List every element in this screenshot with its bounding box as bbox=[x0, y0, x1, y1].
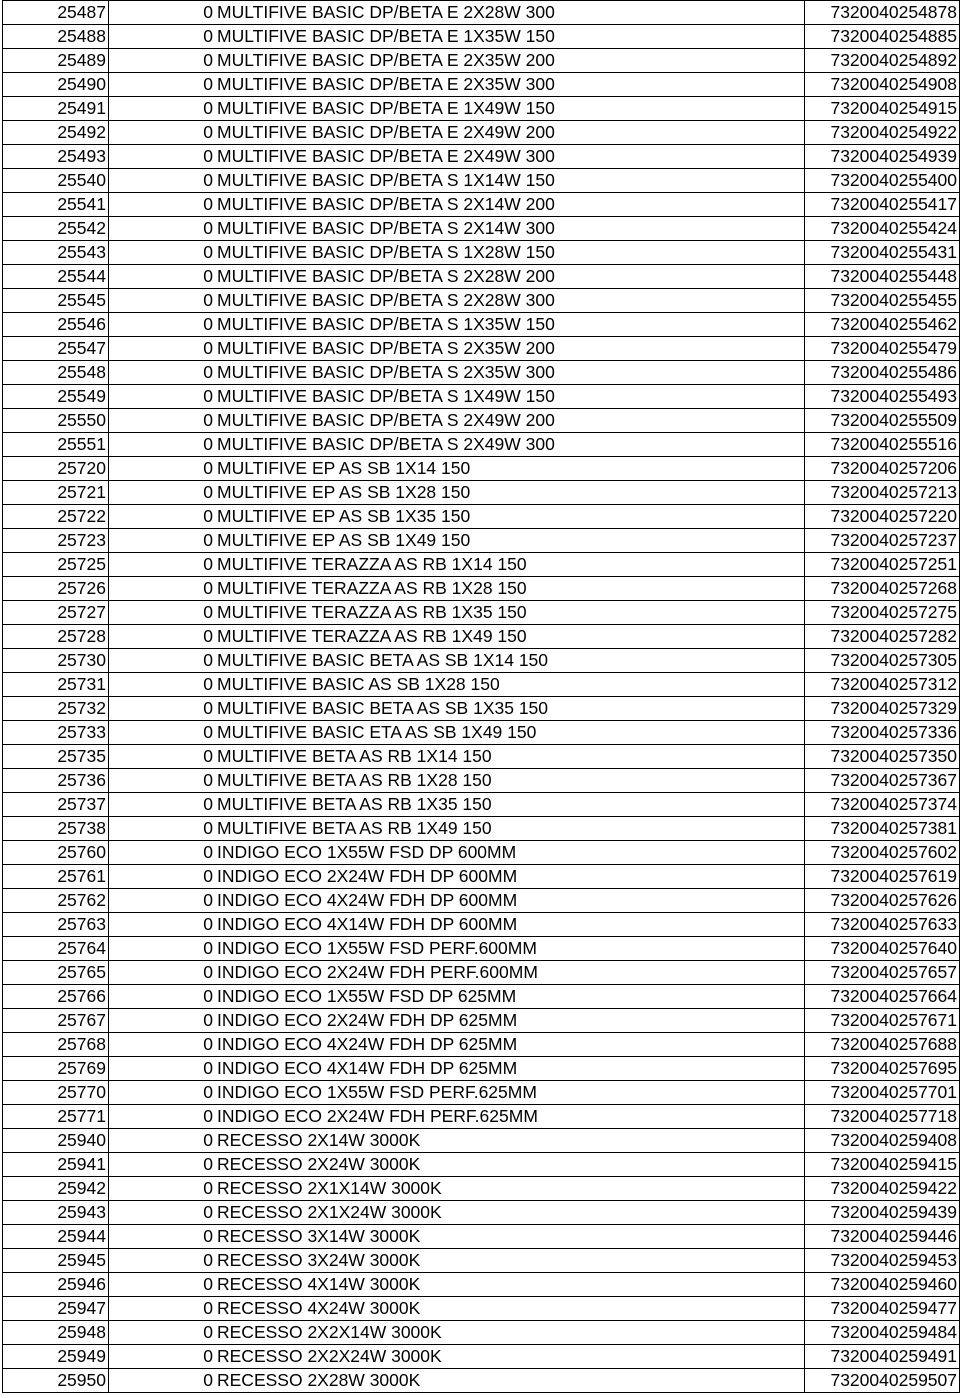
quantity-cell: 0 bbox=[109, 457, 216, 481]
quantity-cell: 0 bbox=[109, 1057, 216, 1081]
ean-code-cell: 7320040257688 bbox=[805, 1033, 960, 1057]
table-row bbox=[3, 1321, 960, 1345]
product-table-body bbox=[3, 1, 960, 1393]
quantity-cell: 0 bbox=[109, 73, 216, 97]
table-row bbox=[3, 1033, 960, 1057]
table-row bbox=[3, 337, 960, 361]
article-number-cell: 25489 bbox=[3, 49, 109, 73]
table-row bbox=[3, 505, 960, 529]
quantity-cell: 0 bbox=[109, 985, 216, 1009]
description-cell: MULTIFIVE BASIC ETA AS SB 1X49 150 bbox=[215, 721, 805, 745]
table-row bbox=[3, 601, 960, 625]
quantity-cell: 0 bbox=[109, 889, 216, 913]
description-cell: MULTIFIVE BASIC DP/BETA S 2X28W 300 bbox=[215, 289, 805, 313]
description-cell: MULTIFIVE BASIC DP/BETA S 2X35W 300 bbox=[215, 361, 805, 385]
ean-code-cell: 7320040257220 bbox=[805, 505, 960, 529]
ean-code-cell: 7320040255431 bbox=[805, 241, 960, 265]
table-row bbox=[3, 385, 960, 409]
ean-code-cell: 7320040257374 bbox=[805, 793, 960, 817]
ean-code-cell: 7320040255516 bbox=[805, 433, 960, 457]
ean-code-cell: 7320040254908 bbox=[805, 73, 960, 97]
ean-code-cell: 7320040259422 bbox=[805, 1177, 960, 1201]
table-row bbox=[3, 193, 960, 217]
table-row bbox=[3, 313, 960, 337]
table-row bbox=[3, 745, 960, 769]
quantity-cell: 0 bbox=[109, 1369, 216, 1393]
table-row bbox=[3, 889, 960, 913]
ean-code-cell: 7320040257633 bbox=[805, 913, 960, 937]
description-cell: RECESSO 2X1X24W 3000K bbox=[215, 1201, 805, 1225]
quantity-cell: 0 bbox=[109, 721, 216, 745]
description-cell: MULTIFIVE BASIC DP/BETA S 2X14W 300 bbox=[215, 217, 805, 241]
ean-code-cell: 7320040255486 bbox=[805, 361, 960, 385]
description-cell: MULTIFIVE BASIC DP/BETA E 1X35W 150 bbox=[215, 25, 805, 49]
description-cell: INDIGO ECO 2X24W FDH DP 600MM bbox=[215, 865, 805, 889]
ean-code-cell: 7320040259446 bbox=[805, 1225, 960, 1249]
description-cell: MULTIFIVE BASIC DP/BETA S 2X35W 200 bbox=[215, 337, 805, 361]
article-number-cell: 25493 bbox=[3, 145, 109, 169]
ean-code-cell: 7320040259453 bbox=[805, 1249, 960, 1273]
description-cell: RECESSO 3X24W 3000K bbox=[215, 1249, 805, 1273]
quantity-cell: 0 bbox=[109, 553, 216, 577]
quantity-cell: 0 bbox=[109, 289, 216, 313]
ean-code-cell: 7320040257671 bbox=[805, 1009, 960, 1033]
table-row bbox=[3, 673, 960, 697]
description-cell: INDIGO ECO 4X14W FDH DP 625MM bbox=[215, 1057, 805, 1081]
quantity-cell: 0 bbox=[109, 793, 216, 817]
table-row bbox=[3, 217, 960, 241]
description-cell: INDIGO ECO 1X55W FSD PERF.600MM bbox=[215, 937, 805, 961]
article-number-cell: 25722 bbox=[3, 505, 109, 529]
quantity-cell: 0 bbox=[109, 169, 216, 193]
description-cell: INDIGO ECO 2X24W FDH PERF.625MM bbox=[215, 1105, 805, 1129]
quantity-cell: 0 bbox=[109, 937, 216, 961]
ean-code-cell: 7320040257619 bbox=[805, 865, 960, 889]
table-row bbox=[3, 697, 960, 721]
description-cell: INDIGO ECO 1X55W FSD DP 600MM bbox=[215, 841, 805, 865]
table-row bbox=[3, 361, 960, 385]
table-row bbox=[3, 1201, 960, 1225]
quantity-cell: 0 bbox=[109, 481, 216, 505]
ean-code-cell: 7320040259477 bbox=[805, 1297, 960, 1321]
article-number-cell: 25550 bbox=[3, 409, 109, 433]
description-cell: MULTIFIVE BASIC DP/BETA S 1X35W 150 bbox=[215, 313, 805, 337]
article-number-cell: 25542 bbox=[3, 217, 109, 241]
product-sheet bbox=[2, 0, 960, 1393]
ean-code-cell: 7320040255493 bbox=[805, 385, 960, 409]
table-row bbox=[3, 145, 960, 169]
article-number-cell: 25490 bbox=[3, 73, 109, 97]
ean-code-cell: 7320040255462 bbox=[805, 313, 960, 337]
article-number-cell: 25768 bbox=[3, 1033, 109, 1057]
article-number-cell: 25541 bbox=[3, 193, 109, 217]
article-number-cell: 25948 bbox=[3, 1321, 109, 1345]
description-cell: MULTIFIVE BASIC BETA AS SB 1X14 150 bbox=[215, 649, 805, 673]
ean-code-cell: 7320040255417 bbox=[805, 193, 960, 217]
article-number-cell: 25551 bbox=[3, 433, 109, 457]
ean-code-cell: 7320040257268 bbox=[805, 577, 960, 601]
ean-code-cell: 7320040257237 bbox=[805, 529, 960, 553]
description-cell: MULTIFIVE BASIC DP/BETA E 2X49W 300 bbox=[215, 145, 805, 169]
description-cell: INDIGO ECO 2X24W FDH PERF.600MM bbox=[215, 961, 805, 985]
ean-code-cell: 7320040259408 bbox=[805, 1129, 960, 1153]
quantity-cell: 0 bbox=[109, 1345, 216, 1369]
quantity-cell: 0 bbox=[109, 1105, 216, 1129]
ean-code-cell: 7320040254915 bbox=[805, 97, 960, 121]
description-cell: MULTIFIVE BASIC DP/BETA S 2X28W 200 bbox=[215, 265, 805, 289]
quantity-cell: 0 bbox=[109, 1129, 216, 1153]
description-cell: INDIGO ECO 1X55W FSD PERF.625MM bbox=[215, 1081, 805, 1105]
table-row bbox=[3, 121, 960, 145]
article-number-cell: 25945 bbox=[3, 1249, 109, 1273]
ean-code-cell: 7320040255424 bbox=[805, 217, 960, 241]
table-row bbox=[3, 1297, 960, 1321]
quantity-cell: 0 bbox=[109, 961, 216, 985]
product-table bbox=[2, 0, 960, 1393]
description-cell: MULTIFIVE BASIC DP/BETA E 2X49W 200 bbox=[215, 121, 805, 145]
table-row bbox=[3, 1177, 960, 1201]
table-row bbox=[3, 1153, 960, 1177]
table-row bbox=[3, 1345, 960, 1369]
table-row bbox=[3, 553, 960, 577]
description-cell: RECESSO 2X28W 3000K bbox=[215, 1369, 805, 1393]
table-row bbox=[3, 1369, 960, 1393]
table-row bbox=[3, 1057, 960, 1081]
article-number-cell: 25737 bbox=[3, 793, 109, 817]
table-row bbox=[3, 793, 960, 817]
description-cell: RECESSO 4X14W 3000K bbox=[215, 1273, 805, 1297]
description-cell: MULTIFIVE BASIC AS SB 1X28 150 bbox=[215, 673, 805, 697]
ean-code-cell: 7320040254885 bbox=[805, 25, 960, 49]
description-cell: MULTIFIVE BASIC DP/BETA S 2X49W 300 bbox=[215, 433, 805, 457]
quantity-cell: 0 bbox=[109, 697, 216, 721]
article-number-cell: 25549 bbox=[3, 385, 109, 409]
table-row bbox=[3, 817, 960, 841]
description-cell: MULTIFIVE BASIC DP/BETA E 2X35W 200 bbox=[215, 49, 805, 73]
table-row bbox=[3, 1009, 960, 1033]
article-number-cell: 25723 bbox=[3, 529, 109, 553]
table-row bbox=[3, 769, 960, 793]
ean-code-cell: 7320040257251 bbox=[805, 553, 960, 577]
quantity-cell: 0 bbox=[109, 313, 216, 337]
quantity-cell: 0 bbox=[109, 769, 216, 793]
description-cell: MULTIFIVE BASIC DP/BETA S 1X14W 150 bbox=[215, 169, 805, 193]
description-cell: MULTIFIVE EP AS SB 1X28 150 bbox=[215, 481, 805, 505]
table-row bbox=[3, 1249, 960, 1273]
description-cell: MULTIFIVE BASIC DP/BETA S 2X49W 200 bbox=[215, 409, 805, 433]
article-number-cell: 25949 bbox=[3, 1345, 109, 1369]
article-number-cell: 25487 bbox=[3, 1, 109, 25]
ean-code-cell: 7320040259439 bbox=[805, 1201, 960, 1225]
table-row bbox=[3, 1129, 960, 1153]
table-row bbox=[3, 49, 960, 73]
ean-code-cell: 7320040254892 bbox=[805, 49, 960, 73]
article-number-cell: 25732 bbox=[3, 697, 109, 721]
table-row bbox=[3, 73, 960, 97]
description-cell: RECESSO 2X24W 3000K bbox=[215, 1153, 805, 1177]
ean-code-cell: 7320040257695 bbox=[805, 1057, 960, 1081]
quantity-cell: 0 bbox=[109, 529, 216, 553]
table-row bbox=[3, 1273, 960, 1297]
table-row bbox=[3, 481, 960, 505]
quantity-cell: 0 bbox=[109, 1033, 216, 1057]
ean-code-cell: 7320040257367 bbox=[805, 769, 960, 793]
ean-code-cell: 7320040259460 bbox=[805, 1273, 960, 1297]
description-cell: RECESSO 2X2X14W 3000K bbox=[215, 1321, 805, 1345]
quantity-cell: 0 bbox=[109, 145, 216, 169]
article-number-cell: 25548 bbox=[3, 361, 109, 385]
article-number-cell: 25771 bbox=[3, 1105, 109, 1129]
article-number-cell: 25492 bbox=[3, 121, 109, 145]
ean-code-cell: 7320040259484 bbox=[805, 1321, 960, 1345]
description-cell: RECESSO 2X1X14W 3000K bbox=[215, 1177, 805, 1201]
description-cell: RECESSO 4X24W 3000K bbox=[215, 1297, 805, 1321]
table-row bbox=[3, 1, 960, 25]
quantity-cell: 0 bbox=[109, 625, 216, 649]
quantity-cell: 0 bbox=[109, 865, 216, 889]
quantity-cell: 0 bbox=[109, 577, 216, 601]
description-cell: MULTIFIVE BETA AS RB 1X35 150 bbox=[215, 793, 805, 817]
table-row bbox=[3, 865, 960, 889]
quantity-cell: 0 bbox=[109, 49, 216, 73]
article-number-cell: 25941 bbox=[3, 1153, 109, 1177]
description-cell: RECESSO 3X14W 3000K bbox=[215, 1225, 805, 1249]
ean-code-cell: 7320040257305 bbox=[805, 649, 960, 673]
article-number-cell: 25540 bbox=[3, 169, 109, 193]
table-row bbox=[3, 1081, 960, 1105]
article-number-cell: 25725 bbox=[3, 553, 109, 577]
description-cell: MULTIFIVE BETA AS RB 1X14 150 bbox=[215, 745, 805, 769]
ean-code-cell: 7320040254939 bbox=[805, 145, 960, 169]
description-cell: MULTIFIVE TERAZZA AS RB 1X14 150 bbox=[215, 553, 805, 577]
article-number-cell: 25731 bbox=[3, 673, 109, 697]
quantity-cell: 0 bbox=[109, 601, 216, 625]
quantity-cell: 0 bbox=[109, 121, 216, 145]
table-row bbox=[3, 1225, 960, 1249]
ean-code-cell: 7320040254922 bbox=[805, 121, 960, 145]
description-cell: MULTIFIVE BASIC DP/BETA S 1X28W 150 bbox=[215, 241, 805, 265]
table-row bbox=[3, 409, 960, 433]
table-row bbox=[3, 913, 960, 937]
ean-code-cell: 7320040255448 bbox=[805, 265, 960, 289]
ean-code-cell: 7320040257350 bbox=[805, 745, 960, 769]
article-number-cell: 25544 bbox=[3, 265, 109, 289]
quantity-cell: 0 bbox=[109, 385, 216, 409]
article-number-cell: 25763 bbox=[3, 913, 109, 937]
article-number-cell: 25727 bbox=[3, 601, 109, 625]
article-number-cell: 25765 bbox=[3, 961, 109, 985]
article-number-cell: 25947 bbox=[3, 1297, 109, 1321]
description-cell: MULTIFIVE TERAZZA AS RB 1X49 150 bbox=[215, 625, 805, 649]
description-cell: INDIGO ECO 4X24W FDH DP 600MM bbox=[215, 889, 805, 913]
table-row bbox=[3, 721, 960, 745]
ean-code-cell: 7320040259491 bbox=[805, 1345, 960, 1369]
article-number-cell: 25736 bbox=[3, 769, 109, 793]
description-cell: MULTIFIVE TERAZZA AS RB 1X35 150 bbox=[215, 601, 805, 625]
ean-code-cell: 7320040257718 bbox=[805, 1105, 960, 1129]
ean-code-cell: 7320040257626 bbox=[805, 889, 960, 913]
article-number-cell: 25760 bbox=[3, 841, 109, 865]
ean-code-cell: 7320040257657 bbox=[805, 961, 960, 985]
table-row bbox=[3, 433, 960, 457]
article-number-cell: 25546 bbox=[3, 313, 109, 337]
article-number-cell: 25944 bbox=[3, 1225, 109, 1249]
article-number-cell: 25943 bbox=[3, 1201, 109, 1225]
ean-code-cell: 7320040257664 bbox=[805, 985, 960, 1009]
description-cell: MULTIFIVE BETA AS RB 1X49 150 bbox=[215, 817, 805, 841]
article-number-cell: 25940 bbox=[3, 1129, 109, 1153]
description-cell: MULTIFIVE BASIC DP/BETA E 1X49W 150 bbox=[215, 97, 805, 121]
quantity-cell: 0 bbox=[109, 1273, 216, 1297]
article-number-cell: 25942 bbox=[3, 1177, 109, 1201]
article-number-cell: 25766 bbox=[3, 985, 109, 1009]
description-cell: MULTIFIVE EP AS SB 1X35 150 bbox=[215, 505, 805, 529]
article-number-cell: 25769 bbox=[3, 1057, 109, 1081]
article-number-cell: 25738 bbox=[3, 817, 109, 841]
quantity-cell: 0 bbox=[109, 193, 216, 217]
quantity-cell: 0 bbox=[109, 241, 216, 265]
ean-code-cell: 7320040259507 bbox=[805, 1369, 960, 1393]
article-number-cell: 25728 bbox=[3, 625, 109, 649]
article-number-cell: 25543 bbox=[3, 241, 109, 265]
description-cell: MULTIFIVE BETA AS RB 1X28 150 bbox=[215, 769, 805, 793]
description-cell: RECESSO 2X14W 3000K bbox=[215, 1129, 805, 1153]
description-cell: MULTIFIVE BASIC BETA AS SB 1X35 150 bbox=[215, 697, 805, 721]
ean-code-cell: 7320040257213 bbox=[805, 481, 960, 505]
quantity-cell: 0 bbox=[109, 1225, 216, 1249]
table-row bbox=[3, 1105, 960, 1129]
article-number-cell: 25761 bbox=[3, 865, 109, 889]
quantity-cell: 0 bbox=[109, 1081, 216, 1105]
quantity-cell: 0 bbox=[109, 1297, 216, 1321]
table-row bbox=[3, 97, 960, 121]
ean-code-cell: 7320040255509 bbox=[805, 409, 960, 433]
table-row bbox=[3, 577, 960, 601]
quantity-cell: 0 bbox=[109, 913, 216, 937]
ean-code-cell: 7320040257381 bbox=[805, 817, 960, 841]
description-cell: MULTIFIVE BASIC DP/BETA S 1X49W 150 bbox=[215, 385, 805, 409]
article-number-cell: 25735 bbox=[3, 745, 109, 769]
article-number-cell: 25491 bbox=[3, 97, 109, 121]
article-number-cell: 25545 bbox=[3, 289, 109, 313]
quantity-cell: 0 bbox=[109, 673, 216, 697]
article-number-cell: 25764 bbox=[3, 937, 109, 961]
quantity-cell: 0 bbox=[109, 25, 216, 49]
table-row bbox=[3, 289, 960, 313]
table-row bbox=[3, 265, 960, 289]
ean-code-cell: 7320040255479 bbox=[805, 337, 960, 361]
description-cell: INDIGO ECO 4X24W FDH DP 625MM bbox=[215, 1033, 805, 1057]
quantity-cell: 0 bbox=[109, 433, 216, 457]
article-number-cell: 25950 bbox=[3, 1369, 109, 1393]
table-row bbox=[3, 841, 960, 865]
description-cell: MULTIFIVE EP AS SB 1X14 150 bbox=[215, 457, 805, 481]
ean-code-cell: 7320040257336 bbox=[805, 721, 960, 745]
quantity-cell: 0 bbox=[109, 1153, 216, 1177]
ean-code-cell: 7320040254878 bbox=[805, 1, 960, 25]
ean-code-cell: 7320040257275 bbox=[805, 601, 960, 625]
article-number-cell: 25762 bbox=[3, 889, 109, 913]
ean-code-cell: 7320040257640 bbox=[805, 937, 960, 961]
ean-code-cell: 7320040255455 bbox=[805, 289, 960, 313]
table-row bbox=[3, 961, 960, 985]
quantity-cell: 0 bbox=[109, 1321, 216, 1345]
quantity-cell: 0 bbox=[109, 1, 216, 25]
quantity-cell: 0 bbox=[109, 1009, 216, 1033]
ean-code-cell: 7320040257701 bbox=[805, 1081, 960, 1105]
description-cell: INDIGO ECO 4X14W FDH DP 600MM bbox=[215, 913, 805, 937]
description-cell: MULTIFIVE BASIC DP/BETA E 2X28W 300 bbox=[215, 1, 805, 25]
article-number-cell: 25730 bbox=[3, 649, 109, 673]
ean-code-cell: 7320040259415 bbox=[805, 1153, 960, 1177]
table-row bbox=[3, 169, 960, 193]
article-number-cell: 25720 bbox=[3, 457, 109, 481]
ean-code-cell: 7320040257282 bbox=[805, 625, 960, 649]
ean-code-cell: 7320040257329 bbox=[805, 697, 960, 721]
article-number-cell: 25733 bbox=[3, 721, 109, 745]
quantity-cell: 0 bbox=[109, 1201, 216, 1225]
quantity-cell: 0 bbox=[109, 337, 216, 361]
article-number-cell: 25767 bbox=[3, 1009, 109, 1033]
description-cell: RECESSO 2X2X24W 3000K bbox=[215, 1345, 805, 1369]
quantity-cell: 0 bbox=[109, 505, 216, 529]
article-number-cell: 25721 bbox=[3, 481, 109, 505]
description-cell: MULTIFIVE BASIC DP/BETA E 2X35W 300 bbox=[215, 73, 805, 97]
table-row bbox=[3, 625, 960, 649]
ean-code-cell: 7320040257206 bbox=[805, 457, 960, 481]
quantity-cell: 0 bbox=[109, 1249, 216, 1273]
table-row bbox=[3, 985, 960, 1009]
description-cell: INDIGO ECO 1X55W FSD DP 625MM bbox=[215, 985, 805, 1009]
table-row bbox=[3, 649, 960, 673]
article-number-cell: 25946 bbox=[3, 1273, 109, 1297]
quantity-cell: 0 bbox=[109, 97, 216, 121]
quantity-cell: 0 bbox=[109, 841, 216, 865]
article-number-cell: 25488 bbox=[3, 25, 109, 49]
quantity-cell: 0 bbox=[109, 649, 216, 673]
quantity-cell: 0 bbox=[109, 265, 216, 289]
table-row bbox=[3, 457, 960, 481]
table-row bbox=[3, 241, 960, 265]
article-number-cell: 25547 bbox=[3, 337, 109, 361]
ean-code-cell: 7320040255400 bbox=[805, 169, 960, 193]
quantity-cell: 0 bbox=[109, 217, 216, 241]
article-number-cell: 25770 bbox=[3, 1081, 109, 1105]
ean-code-cell: 7320040257312 bbox=[805, 673, 960, 697]
description-cell: MULTIFIVE TERAZZA AS RB 1X28 150 bbox=[215, 577, 805, 601]
quantity-cell: 0 bbox=[109, 745, 216, 769]
table-row bbox=[3, 25, 960, 49]
article-number-cell: 25726 bbox=[3, 577, 109, 601]
ean-code-cell: 7320040257602 bbox=[805, 841, 960, 865]
description-cell: MULTIFIVE EP AS SB 1X49 150 bbox=[215, 529, 805, 553]
table-row bbox=[3, 937, 960, 961]
quantity-cell: 0 bbox=[109, 817, 216, 841]
quantity-cell: 0 bbox=[109, 1177, 216, 1201]
quantity-cell: 0 bbox=[109, 361, 216, 385]
table-row bbox=[3, 529, 960, 553]
quantity-cell: 0 bbox=[109, 409, 216, 433]
description-cell: MULTIFIVE BASIC DP/BETA S 2X14W 200 bbox=[215, 193, 805, 217]
description-cell: INDIGO ECO 2X24W FDH DP 625MM bbox=[215, 1009, 805, 1033]
